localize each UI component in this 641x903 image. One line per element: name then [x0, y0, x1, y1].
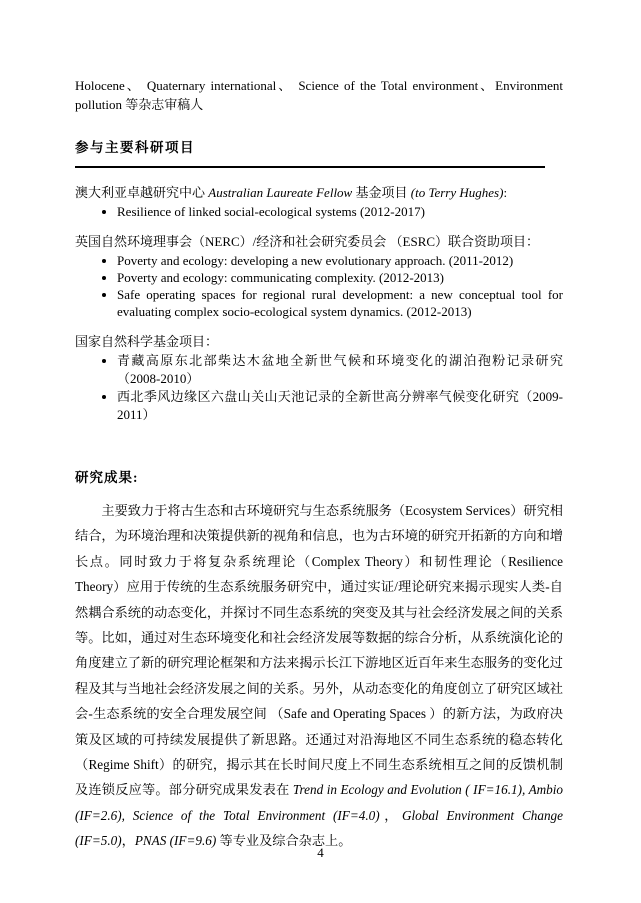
paragraph-segment: 等专业及综合杂志上。: [216, 833, 352, 849]
list-item: • 西北季风边缘区六盘山关山天池记录的全新世高分辨率气候变化研究（2009-2011）: [117, 388, 563, 424]
heading-segment: :: [503, 185, 508, 200]
reviewer-note: Holocene、 Quaternary international、 Science of the Total environment、Environment pollution 等杂志审稿人: [75, 78, 563, 112]
project-list: [75, 352, 563, 424]
project-group-nerc-esrc: [75, 233, 563, 320]
list-item: • Resilience of linked social-ecological systems (2012-2017): [117, 203, 563, 220]
projects-section-title: 参与主要科研项目: [75, 140, 545, 168]
paragraph-segment-italic: PNAS (IF=9.6): [134, 833, 217, 849]
heading-segment: 国家自然科学基金项目：: [75, 334, 219, 349]
paragraph-segment: ，: [379, 807, 402, 823]
list-item: • Poverty and ecology: developing a new evolutionary approach. (2011-2012): [117, 252, 563, 269]
results-section-title: 研究成果:: [75, 470, 139, 485]
heading-segment: 英国自然环境理事会（NERC）/经济和社会研究委员会 （ESRC）联合资助项目：: [75, 234, 540, 249]
paragraph-segment-italic: Trend in Ecology and Evolution ( IF=16.1), Ambio (IF=2.6), Science of the Total Environment (IF=4.0): [75, 782, 563, 823]
project-list: [75, 252, 563, 320]
paragraph-segment-italic: Global Environment Change (IF=5.0): [75, 807, 563, 849]
heading-segment-italic: Australian Laureate Fellow: [208, 185, 353, 200]
project-list: [75, 203, 563, 220]
list-item: • Safe operating spaces for regional rural development: a new conceptual tool for evaluating complex socio-ecological system dynamics. (2012-2013): [117, 286, 563, 320]
list-item: • Poverty and ecology: communicating complexity. (2012-2013): [117, 269, 563, 286]
paragraph-segment: 主要致力于将古生态和古环境研究与生态系统服务（Ecosystem Services）研究相结合，为环境治理和决策提供新的视角和信息，也为古环境的研究开拓新的方向和增长点。同时致力于将复杂系统理论（Complex Theory）和韧性理论（Resilience Theory）应用于传统的生态系统服务研究中，通过实证/理论研究来揭示现实人类-自然耦合系统的动态变化，并探讨不同生态系统的突变及其与社会经济发展之间的关系等。比如，通过对生态环境变化和社会经济发展等数据的综合分析，从系统演化论的角度建立了新的研究理论框架和方法来揭示长江下游地区近百年来生态服务的变化过程及其与当地社会经济发展之间的关系。另外，从动态变化的角度创立了研究区域社会-生态系统的安全合理发展空间 （Safe and Operating Spaces ）的新方法，为政府决策及区域的可持续发展提供了新思路。还通过对沿海地区不同生态系统的稳态转化（Regime Shift）的研究，揭示其在长时间尺度上不同生态系统相互之间的反馈机制及连锁反应等。部分研究成果发表在: [75, 503, 563, 798]
project-group-australia: [75, 184, 563, 220]
project-group-heading: [75, 233, 563, 250]
results-paragraph: [75, 498, 563, 854]
project-group-nsfc: [75, 333, 563, 424]
project-group-heading: [75, 184, 563, 201]
heading-segment-italic: (to Terry Hughes): [410, 185, 504, 200]
list-item: • 青藏高原东北部柴达木盆地全新世气候和环境变化的湖泊孢粉记录研究（2008-2010）: [117, 352, 563, 388]
heading-segment: 澳大利亚卓越研究中心: [75, 185, 209, 200]
project-group-heading: [75, 333, 563, 350]
page-number: 4: [317, 845, 324, 860]
paragraph-segment: ，: [121, 833, 135, 849]
heading-segment: 基金项目: [352, 185, 411, 200]
